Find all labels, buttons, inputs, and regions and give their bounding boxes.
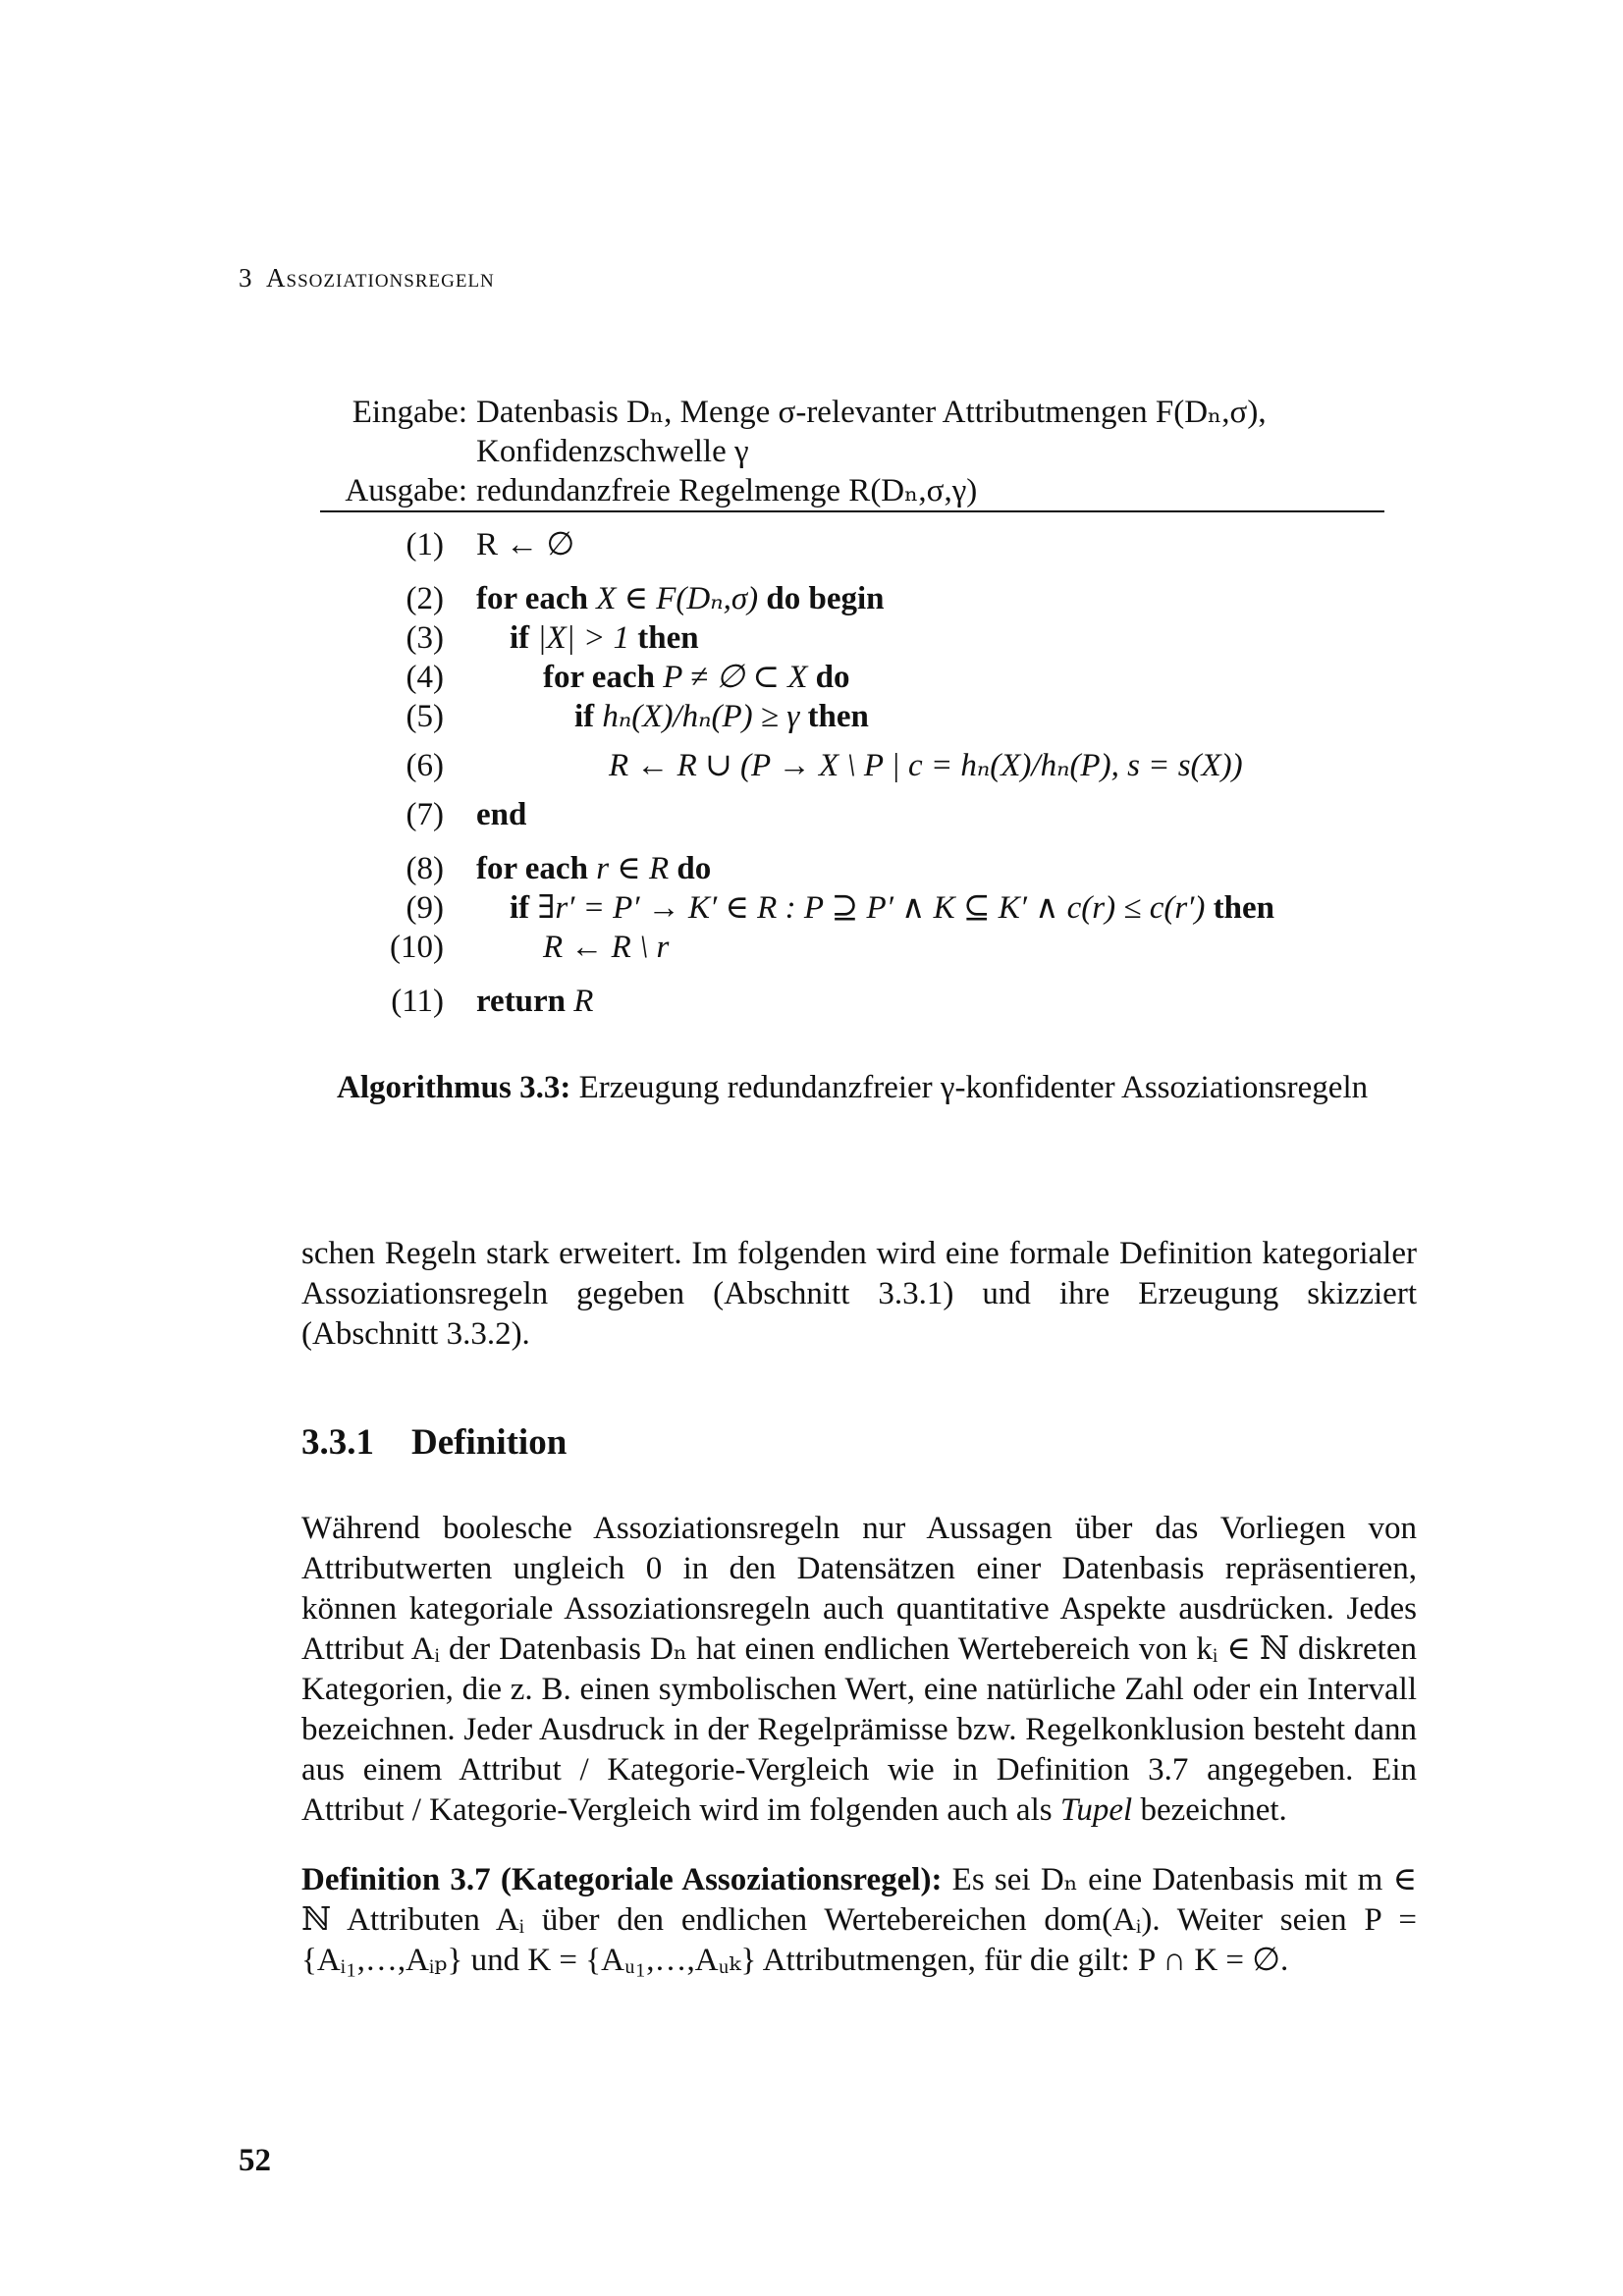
- paragraph: Während boolesche Assoziationsregeln nur Aussagen über das Vorliegen von Attributwerten ungleich 0 in den Datensätzen einer Datenbasis repräsentieren, können kategoriale Assoziationsregeln auch quantitative Aspekte ausdrücken. Jedes Attribut Aᵢ der Datenbasis Dₙ hat einen endlichen Wertebereich von kᵢ ∈ ℕ diskreten Kategorien, die z. B. einen symbolischen Wert, eine natürliche Zahl oder ein Intervall bezeichnen. Jeder Ausdruck in der Regelprämisse bzw. Regelkonklusion besteht dann aus einem Attribut / Kategorie-Vergleich wie in Definition 3.7 angegeben. Ein Attribut / Kategorie-Vergleich wird im folgenden auch als Tupel bezeichnet.: [301, 1511, 1417, 1828]
- algorithm-step: (5) if hₙ(X)/hₙ(P) ≥ γ then: [406, 699, 869, 734]
- section-number: 3.3.1: [301, 1422, 374, 1463]
- algorithm-output: [295, 471, 1384, 510]
- input-text: Datenbasis Dₙ, Menge σ-relevanter Attributmengen F(Dₙ,σ), Konfidenzschwelle γ: [476, 395, 1267, 469]
- section-heading: [301, 1421, 567, 1464]
- caption-label: Algorithmus 3.3:: [337, 1070, 571, 1105]
- algorithm-caption: [337, 1070, 1368, 1106]
- section-title: Definition: [411, 1422, 568, 1463]
- definition: [301, 1860, 1417, 1981]
- input-label: Eingabe:: [352, 395, 467, 430]
- algorithm-step: (10) R ← R \ r: [390, 930, 670, 965]
- chapter-number: 3: [239, 263, 252, 293]
- output-text: redundanzfreie Regelmenge R(Dₙ,σ,γ): [476, 473, 978, 508]
- algorithm-input: [295, 393, 1384, 471]
- definition-label: Definition 3.7 (Kategoriale Assoziationsregel):: [301, 1862, 943, 1897]
- running-header: [239, 263, 495, 294]
- algorithm-step: (9) if ∃r′ = P′ → K′ ∈ R : P ⊇ P′ ∧ K ⊆ K′ ∧ c(r) ≤ c(r′) then: [406, 890, 1274, 926]
- page-number: 52: [239, 2143, 271, 2178]
- algorithm-step: (11) return R: [391, 984, 594, 1019]
- definition-text: Es sei Dₙ eine Datenbasis mit m ∈ ℕ Attributen Aᵢ über den endlichen Wertebereichen dom(Aᵢ). Weiter seien P = {Aᵢ₁,…,Aᵢₚ} und K = {Aᵤ₁,…,Aᵤₖ} Attributmengen, für die gilt: P ∩ K = ∅.: [301, 1862, 1418, 1978]
- algorithm-step: (7) end: [406, 797, 527, 832]
- paragraph: schen Regeln stark erweitert. Im folgenden wird eine formale Definition kategorialer Assoziationsregeln gegeben (Abschnitt 3.3.1) und ihre Erzeugung skizziert (Abschnitt 3.3.2).: [301, 1236, 1417, 1352]
- caption-text: Erzeugung redundanzfreier γ-konfidenter Assoziationsregeln: [570, 1070, 1369, 1105]
- algorithm-step: (8) for each r ∈ R do: [406, 851, 712, 886]
- algorithm-step: (4) for each P ≠ ∅ ⊂ X do: [406, 660, 850, 695]
- algorithm-step: (3) if |X| > 1 then: [406, 620, 699, 656]
- chapter-title: Assoziationsregeln: [266, 263, 495, 293]
- algorithm-step: (1) R ← ∅: [406, 527, 575, 562]
- algorithm-step: (2) for each X ∈ F(Dₙ,σ) do begin: [406, 581, 885, 616]
- algorithm-rule: [320, 510, 1384, 512]
- output-label: Ausgabe:: [345, 473, 467, 508]
- algorithm-step: (6) R ← R ∪ (P → X \ P | c = hₙ(X)/hₙ(P), s = s(X)): [406, 748, 1243, 783]
